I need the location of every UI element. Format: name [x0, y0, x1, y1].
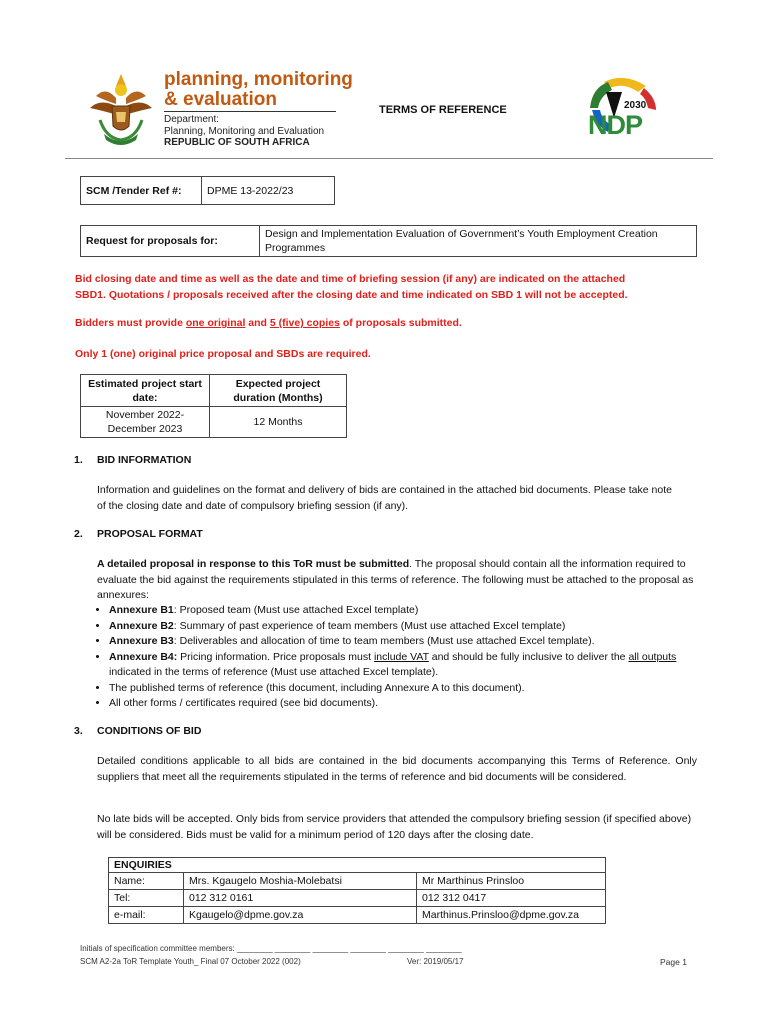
section-2-number: 2. — [74, 528, 83, 540]
section-2-intro-bold: A detailed proposal in response to this ToR must be submitted — [97, 558, 410, 570]
department-block — [164, 114, 324, 149]
logo-rule — [164, 111, 336, 112]
annexure-b1-label: Annexure B1 — [109, 604, 174, 616]
section-3-number: 3. — [74, 725, 83, 737]
coat-of-arms-logo — [86, 68, 156, 150]
email-label: e-mail: — [109, 907, 184, 924]
schedule-duration-value: 12 Months — [210, 407, 347, 438]
schedule-start-header: Estimated project start date: — [81, 375, 210, 407]
logo-title — [164, 70, 353, 110]
request-label: Request for proposals for: — [81, 226, 260, 257]
dept-name: Planning, Monitoring and Evaluation — [164, 125, 325, 137]
dept-label: Department: — [164, 114, 220, 125]
footer-template: SCM A2-2a ToR Template Youth_ Final 07 October 2022 (002) — [80, 957, 301, 966]
footer-initials: Initials of specification committee members: ________ ________ ________ ________ ________ ________ — [80, 944, 462, 953]
section-3-title: CONDITIONS OF BID — [97, 725, 202, 737]
contact-1-name: Mrs. Kgaugelo Moshia-Molebatsi — [184, 873, 417, 890]
annexure-b1-text: : Proposed team (Must use attached Excel template) — [173, 604, 419, 616]
list-item — [109, 650, 697, 681]
annexure-b4-label: Annexure B4: — [109, 650, 178, 663]
contact-1-tel: 012 312 0161 — [184, 890, 417, 907]
annexure-list — [97, 603, 697, 712]
enquiries-table — [108, 857, 606, 924]
bidders-post: of proposals submitted. — [339, 317, 462, 329]
bidders-pre: Bidders must provide — [75, 317, 186, 329]
logo-line-2: & evaluation — [164, 89, 277, 110]
footer-version: Ver: 2019/05/17 — [407, 957, 464, 966]
section-2-intro — [97, 557, 697, 604]
country-name: REPUBLIC OF SOUTH AFRICA — [164, 137, 310, 148]
tel-label: Tel: — [109, 890, 184, 907]
ndp-text: NDP — [588, 110, 643, 140]
bidders-original: one original — [185, 317, 246, 329]
annexure-b3-text: : Deliverables and allocation of time to team members (Must use attached Excel template). — [173, 635, 595, 647]
only-one-notice: Only 1 (one) original price proposal and SBDs are required. — [75, 348, 371, 360]
schedule-duration-header: Expected project duration (Months) — [210, 375, 347, 407]
document-title: TERMS OF REFERENCE — [379, 104, 507, 116]
annexure-b3-label: Annexure B3 — [109, 635, 174, 647]
schedule-start-value: November 2022-December 2023 — [81, 407, 210, 438]
ndp-logo — [584, 74, 662, 144]
ref-table — [80, 176, 335, 205]
annexure-b4-text-b: and should be fully inclusive to deliver the — [428, 650, 629, 663]
request-value: Design and Implementation Evaluation of Government’s Youth Employment Creation Programmes — [260, 226, 697, 257]
section-2-title: PROPOSAL FORMAT — [97, 528, 203, 540]
bidders-notice — [75, 317, 462, 329]
enquiries-title: ENQUIRIES — [109, 858, 606, 873]
contact-1-email: Kgaugelo@dpme.gov.za — [184, 907, 417, 924]
annexure-b4-vat: include VAT — [373, 650, 429, 663]
ref-label: SCM /Tender Ref #: — [81, 177, 202, 205]
section-3-paragraph-2: No late bids will be accepted. Only bids from service providers that attended the compulsory briefing session (if specified above) will be considered. Bids must be valid for a minimum period of 120 days after the closing date. — [97, 813, 692, 841]
annexure-b4-outputs: all outputs — [628, 650, 677, 663]
annexure-b4-text-c: indicated in the terms of reference (Must use attached Excel template). — [109, 666, 439, 678]
contact-2-email: Marthinus.Prinsloo@dpme.gov.za — [417, 907, 606, 924]
section-2-intro-rest: . The proposal should contain all the information required to evaluate the bid against the requirements stipulated in this terms of reference. The following must be attached to the proposal as annexures: — [97, 558, 694, 601]
list-item — [109, 634, 697, 650]
section-1-title: BID INFORMATION — [97, 454, 192, 466]
header-divider — [65, 158, 713, 159]
contact-2-name: Mr Marthinus Prinsloo — [417, 873, 606, 890]
request-table — [80, 225, 697, 257]
section-1-number: 1. — [74, 454, 83, 466]
annexure-b2-label: Annexure B2 — [109, 619, 174, 632]
footer-page: Page 1 — [660, 957, 687, 967]
list-item: • The published terms of reference (this document, including Annexure A to this document). — [109, 681, 697, 697]
bidders-mid: and — [245, 317, 270, 329]
bidders-copies: 5 (five) copies — [269, 317, 340, 329]
logo-line-1: planning, monitoring — [164, 69, 353, 90]
ref-value: DPME 13-2022/23 — [202, 177, 335, 205]
list-item — [109, 603, 697, 619]
annexure-b4-text-a: Pricing information. Price proposals must — [177, 650, 374, 663]
section-1-text: Information and guidelines on the format and delivery of bids are contained in the attached bid documents. Please take note of the closing date and date of compulsory briefing session (if any). — [97, 484, 672, 512]
closing-notice-line-2: SBD1. Quotations / proposals received after the closing date and time indicated on SBD 1 will not be accepted. — [75, 288, 628, 301]
ndp-year: 2030 — [624, 100, 647, 111]
name-label: Name: — [109, 873, 184, 890]
section-3-paragraph-1: Detailed conditions applicable to all bids are contained in the bid documents accompanying this Terms of Reference. Only suppliers that meet all the requirements stipulated in the terms of reference and bid documents will be considered. — [97, 755, 697, 783]
schedule-table — [80, 374, 347, 438]
annexure-b2-text: : Summary of past experience of team members (Must use attached Excel template) — [173, 619, 566, 632]
list-item: • All other forms / certificates required (see bid documents). — [109, 696, 697, 712]
list-item — [109, 619, 697, 635]
closing-notice — [75, 272, 628, 303]
closing-notice-line-1: Bid closing date and time as well as the date and time of briefing session (if any) are indicated on the attached — [75, 273, 626, 285]
contact-2-tel: 012 312 0417 — [417, 890, 606, 907]
